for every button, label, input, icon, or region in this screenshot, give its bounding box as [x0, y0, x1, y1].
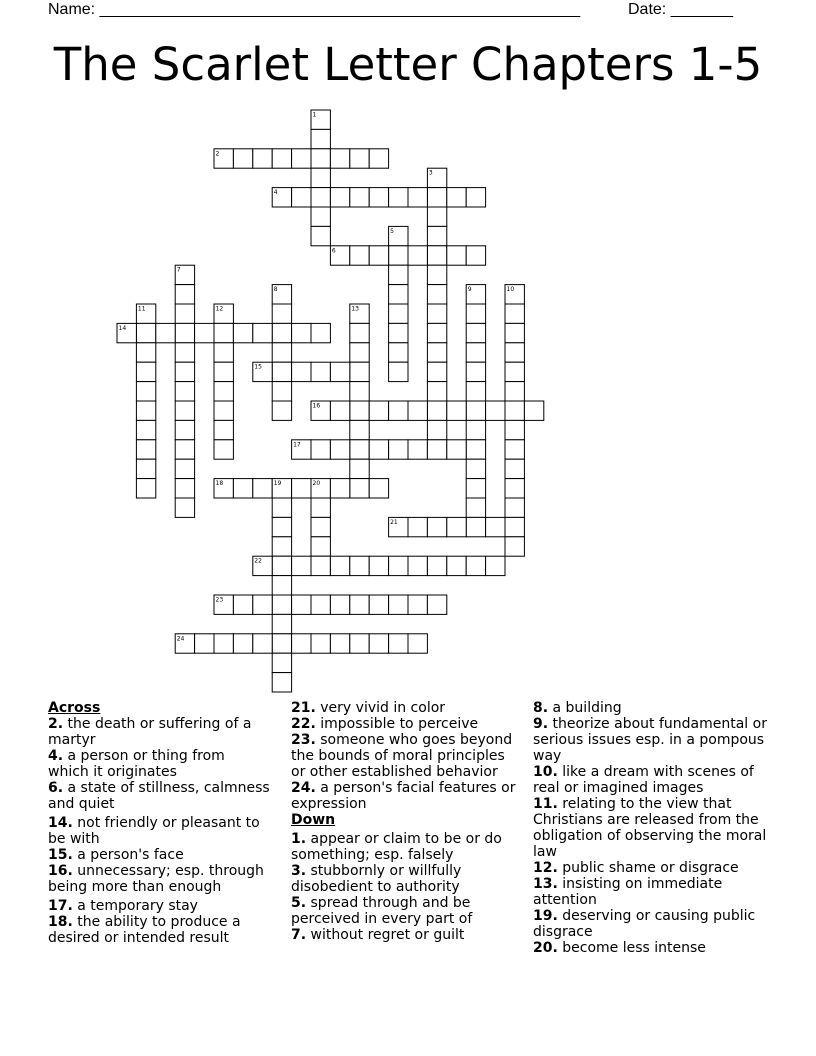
crossword-cell[interactable]: [505, 343, 524, 362]
crossword-cell[interactable]: [253, 149, 272, 168]
crossword-cell[interactable]: [311, 634, 330, 653]
crossword-cell[interactable]: [292, 595, 311, 614]
crossword-cell[interactable]: [311, 188, 330, 207]
crossword-cell[interactable]: [233, 323, 252, 342]
cell-number: 4: [273, 189, 278, 197]
crossword-cell[interactable]: [369, 401, 388, 420]
crossword-cell[interactable]: [369, 188, 388, 207]
crossword-cell[interactable]: [330, 149, 349, 168]
crossword-cell[interactable]: [311, 168, 330, 187]
cell-number: 16: [312, 402, 321, 410]
crossword-cell[interactable]: [156, 323, 175, 342]
cell-number: 18: [215, 480, 224, 488]
crossword-cell[interactable]: [427, 382, 446, 401]
crossword-cell[interactable]: [466, 479, 485, 498]
crossword-cell[interactable]: [330, 188, 349, 207]
crossword-cell[interactable]: [292, 479, 311, 498]
clue-down-10: 10. like a dream with scenes of real or imagined images: [533, 764, 754, 796]
crossword-cell[interactable]: [466, 498, 485, 517]
crossword-cell[interactable]: [292, 556, 311, 575]
crossword-cell[interactable]: [427, 226, 446, 245]
date-field-label: Date: _______: [628, 1, 733, 18]
crossword-cell[interactable]: [311, 226, 330, 245]
clue-down-20: 20. become less intense: [533, 940, 706, 956]
crossword-cell[interactable]: [272, 401, 291, 420]
clue-down-5: 5. spread through and be perceived in every part of: [291, 895, 473, 927]
crossword-cell[interactable]: [505, 517, 524, 536]
crossword-cell[interactable]: [214, 323, 233, 342]
crossword-cell[interactable]: [330, 595, 349, 614]
clue-down-8: 8. a building: [533, 700, 622, 716]
crossword-cell[interactable]: [292, 634, 311, 653]
cell-number: 17: [293, 441, 301, 449]
crossword-cell[interactable]: [505, 323, 524, 342]
clue-across-22: 22. impossible to perceive: [291, 716, 479, 732]
crossword-cell[interactable]: [389, 595, 408, 614]
crossword-cell[interactable]: [466, 188, 485, 207]
crossword-cell[interactable]: [175, 479, 194, 498]
crossword-cell[interactable]: [350, 440, 369, 459]
cell-number: 13: [351, 305, 359, 313]
crossword-cell[interactable]: [253, 323, 272, 342]
cell-number: 14: [118, 324, 127, 332]
crossword-cell[interactable]: [427, 420, 446, 439]
crossword-cell[interactable]: [427, 362, 446, 381]
crossword-cell[interactable]: [389, 362, 408, 381]
crossword-cell[interactable]: [311, 323, 330, 342]
crossword-cell[interactable]: [447, 401, 466, 420]
crossword-cell[interactable]: [214, 382, 233, 401]
cell-number: 12: [215, 305, 224, 313]
crossword-cell[interactable]: [253, 595, 272, 614]
clue-across-17: 17. a temporary stay: [48, 898, 198, 914]
crossword-cell[interactable]: [350, 149, 369, 168]
crossword-cell[interactable]: [175, 323, 194, 342]
crossword-cell[interactable]: [272, 149, 291, 168]
crossword-cell[interactable]: [427, 188, 446, 207]
crossword-cell[interactable]: [175, 304, 194, 323]
cell-number: 5: [390, 227, 394, 235]
crossword-cell[interactable]: [175, 459, 194, 478]
crossword-cell[interactable]: [389, 401, 408, 420]
crossword-cell[interactable]: [350, 382, 369, 401]
crossword-cell[interactable]: [175, 343, 194, 362]
crossword-cell[interactable]: [214, 362, 233, 381]
crossword-cell[interactable]: [486, 401, 505, 420]
crossword-cell[interactable]: [466, 304, 485, 323]
crossword-cell[interactable]: [214, 440, 233, 459]
crossword-cell[interactable]: [466, 323, 485, 342]
crossword-cell[interactable]: [350, 246, 369, 265]
clue-down-11: 11. relating to the view that Christians are released from the obligation of observing the moral law: [533, 796, 767, 860]
crossword-cell[interactable]: [136, 479, 155, 498]
crossword-cell[interactable]: [447, 440, 466, 459]
crossword-cell[interactable]: [505, 420, 524, 439]
crossword-cell[interactable]: [427, 265, 446, 284]
crossword-cell[interactable]: [330, 556, 349, 575]
cell-number: 21: [390, 518, 398, 526]
clue-across-15: 15. a person's face: [48, 847, 184, 863]
crossword-cell[interactable]: [389, 265, 408, 284]
crossword-cell[interactable]: [389, 323, 408, 342]
crossword-cell[interactable]: [389, 343, 408, 362]
crossword-cell[interactable]: [311, 362, 330, 381]
crossword-cell[interactable]: [350, 362, 369, 381]
crossword-cell[interactable]: [292, 323, 311, 342]
crossword-cell[interactable]: [427, 517, 446, 536]
crossword-cell[interactable]: [369, 440, 388, 459]
crossword-cell[interactable]: [311, 498, 330, 517]
crossword-cell[interactable]: [408, 634, 427, 653]
crossword-cell[interactable]: [505, 479, 524, 498]
crossword-cell[interactable]: [350, 556, 369, 575]
crossword-cell[interactable]: [330, 479, 349, 498]
crossword-cell[interactable]: [350, 459, 369, 478]
clue-across-6: 6. a state of stillness, calmness and quiet: [48, 780, 270, 812]
clue-across-21: 21. very vivid in color: [291, 700, 446, 716]
crossword-cell[interactable]: [350, 634, 369, 653]
crossword-cell[interactable]: [272, 653, 291, 672]
cell-number: 19: [273, 480, 282, 488]
crossword-cell[interactable]: [272, 537, 291, 556]
crossword-cell[interactable]: [466, 420, 485, 439]
crossword-cell[interactable]: [311, 595, 330, 614]
down-heading: Down: [291, 812, 336, 828]
clue-down-3: 3. stubbornly or willfully disobedient to authority: [291, 863, 462, 895]
cell-number: 10: [506, 286, 515, 294]
crossword-cell[interactable]: [350, 401, 369, 420]
crossword-cell[interactable]: [175, 401, 194, 420]
crossword-cell[interactable]: [427, 343, 446, 362]
crossword-cell[interactable]: [427, 304, 446, 323]
crossword-cell[interactable]: [408, 517, 427, 536]
crossword-cell[interactable]: [330, 634, 349, 653]
cell-number: 9: [467, 286, 472, 294]
crossword-cell[interactable]: [195, 323, 214, 342]
crossword-cell[interactable]: [311, 207, 330, 226]
crossword-cell[interactable]: [505, 304, 524, 323]
crossword-cell[interactable]: [350, 595, 369, 614]
crossword-cell[interactable]: [427, 323, 446, 342]
crossword-cell[interactable]: [175, 498, 194, 517]
crossword-cell[interactable]: [233, 149, 252, 168]
crossword-cell[interactable]: [272, 634, 291, 653]
crossword-cell[interactable]: [272, 362, 291, 381]
crossword-cell[interactable]: [389, 304, 408, 323]
crossword-cell[interactable]: [427, 207, 446, 226]
crossword-cell[interactable]: [214, 634, 233, 653]
crossword-cell[interactable]: [389, 634, 408, 653]
crossword-cell[interactable]: [408, 401, 427, 420]
clue-down-1: 1. appear or claim to be or do something; esp. falsely: [291, 831, 502, 863]
crossword-cell[interactable]: [311, 440, 330, 459]
crossword-cell[interactable]: [272, 673, 291, 692]
crossword-cell[interactable]: [175, 285, 194, 304]
cell-number: 22: [254, 557, 262, 565]
crossword-cell[interactable]: [272, 576, 291, 595]
crossword-cell[interactable]: [466, 440, 485, 459]
crossword-cell[interactable]: [350, 420, 369, 439]
crossword-cell[interactable]: [272, 382, 291, 401]
crossword-cell[interactable]: [350, 479, 369, 498]
crossword-cell[interactable]: [505, 382, 524, 401]
crossword-cell[interactable]: [214, 401, 233, 420]
crossword-cell[interactable]: [214, 420, 233, 439]
crossword-cell[interactable]: [175, 362, 194, 381]
crossword-cell[interactable]: [272, 517, 291, 536]
cell-number: 8: [273, 286, 278, 294]
crossword-cell[interactable]: [427, 440, 446, 459]
crossword-cell[interactable]: [389, 246, 408, 265]
cell-number: 15: [254, 363, 262, 371]
crossword-cell[interactable]: [466, 362, 485, 381]
crossword-cell[interactable]: [136, 323, 155, 342]
crossword-cell[interactable]: [350, 323, 369, 342]
crossword-cell[interactable]: [447, 556, 466, 575]
crossword-cell[interactable]: [311, 149, 330, 168]
crossword-cell[interactable]: [175, 420, 194, 439]
crossword-cell[interactable]: [253, 634, 272, 653]
crossword-cell[interactable]: [369, 634, 388, 653]
crossword-cell[interactable]: [427, 595, 446, 614]
crossword-cell[interactable]: [350, 188, 369, 207]
crossword-cell[interactable]: [447, 188, 466, 207]
crossword-cell[interactable]: [466, 459, 485, 478]
cell-number: 23: [215, 596, 224, 604]
clue-down-9: 9. theorize about fundamental or serious issues esp. in a pompous way: [533, 716, 767, 764]
clue-across-14: 14. not friendly or pleasant to be with: [48, 815, 260, 847]
name-field-label: Name: ______________________________________________________: [48, 1, 581, 18]
crossword-cell[interactable]: [486, 517, 505, 536]
cell-number: 24: [176, 635, 185, 643]
crossword-cell[interactable]: [233, 634, 252, 653]
crossword-cell[interactable]: [136, 382, 155, 401]
crossword-cell[interactable]: [427, 401, 446, 420]
crossword-cell[interactable]: [369, 149, 388, 168]
crossword-cell[interactable]: [272, 304, 291, 323]
crossword-cell[interactable]: [136, 362, 155, 381]
clue-down-12: 12. public shame or disgrace: [533, 860, 739, 876]
cell-number: 1: [312, 111, 317, 119]
crossword-cell[interactable]: [466, 382, 485, 401]
crossword-cell[interactable]: [389, 440, 408, 459]
clue-across-4: 4. a person or thing from which it originates: [48, 748, 225, 780]
crossword-cell[interactable]: [505, 440, 524, 459]
crossword-cell[interactable]: [447, 517, 466, 536]
clues-column-3: [533, 700, 768, 956]
crossword-cell[interactable]: [505, 459, 524, 478]
crossword-cell[interactable]: [136, 401, 155, 420]
cell-number: 2: [215, 150, 220, 158]
crossword-cell[interactable]: [233, 595, 252, 614]
clue-across-2: 2. the death or suffering of a martyr: [48, 716, 252, 748]
crossword-cell[interactable]: [389, 285, 408, 304]
crossword-cell[interactable]: [214, 343, 233, 362]
crossword-cell[interactable]: [330, 401, 349, 420]
crossword-cell[interactable]: [233, 479, 252, 498]
crossword-cell[interactable]: [369, 556, 388, 575]
crossword-cell[interactable]: [136, 420, 155, 439]
crossword-cell[interactable]: [389, 556, 408, 575]
crossword-cell[interactable]: [408, 556, 427, 575]
crossword-cell[interactable]: [195, 634, 214, 653]
crossword-cell[interactable]: [272, 556, 291, 575]
crossword-cell[interactable]: [311, 129, 330, 148]
crossword-cell[interactable]: [136, 459, 155, 478]
crossword-cell[interactable]: [272, 323, 291, 342]
crossword-cell[interactable]: [408, 440, 427, 459]
crossword-cell[interactable]: [369, 595, 388, 614]
clue-across-23: 23. someone who goes beyond the bounds of moral principles or other established behavior: [291, 732, 513, 780]
crossword-cell[interactable]: [136, 440, 155, 459]
crossword-cell[interactable]: [311, 537, 330, 556]
crossword-cell[interactable]: [292, 362, 311, 381]
crossword-cell[interactable]: [427, 246, 446, 265]
crossword-cell[interactable]: [350, 343, 369, 362]
clue-across-16: 16. unnecessary; esp. through being more than enough: [48, 863, 264, 895]
crossword-cell[interactable]: [466, 556, 485, 575]
crossword-cell[interactable]: [447, 246, 466, 265]
crossword-cell[interactable]: [524, 401, 543, 420]
page-title: The Scarlet Letter Chapters 1-5: [53, 38, 763, 91]
crossword-cell[interactable]: [311, 517, 330, 536]
cell-number: 11: [137, 305, 146, 313]
crossword-cell[interactable]: [486, 556, 505, 575]
crossword-cell[interactable]: [427, 285, 446, 304]
clue-across-24: 24. a person's facial features or expression: [291, 780, 516, 812]
crossword-cell[interactable]: [505, 537, 524, 556]
crossword-cell[interactable]: [408, 595, 427, 614]
clue-down-13: 13. insisting on immediate attention: [533, 876, 723, 908]
crossword-cell[interactable]: [369, 479, 388, 498]
cell-number: 20: [312, 480, 321, 488]
crossword-cell[interactable]: [136, 343, 155, 362]
clue-down-7: 7. without regret or guilt: [291, 927, 465, 943]
crossword-cell[interactable]: [466, 401, 485, 420]
crossword-cell[interactable]: [369, 246, 388, 265]
crossword-cell[interactable]: [505, 498, 524, 517]
crossword-cell[interactable]: [272, 343, 291, 362]
crossword-cell[interactable]: [272, 614, 291, 633]
clue-down-19: 19. deserving or causing public disgrace: [533, 908, 756, 940]
crossword-cell[interactable]: [292, 149, 311, 168]
crossword-cell[interactable]: [311, 556, 330, 575]
crossword-cell[interactable]: [175, 382, 194, 401]
clue-across-18: 18. the ability to produce a desired or intended result: [48, 914, 241, 946]
crossword-cell[interactable]: [408, 188, 427, 207]
across-heading: Across: [48, 700, 101, 716]
clues-column-1: [48, 700, 270, 946]
cell-number: 3: [428, 169, 433, 177]
cell-number: 7: [176, 266, 181, 274]
crossword-cell[interactable]: [389, 188, 408, 207]
crossword-cell[interactable]: [292, 188, 311, 207]
crossword-cell[interactable]: [330, 440, 349, 459]
crossword-cell[interactable]: [505, 362, 524, 381]
crossword-cell[interactable]: [272, 595, 291, 614]
clues-column-2: [291, 700, 523, 943]
cell-number: 6: [331, 247, 336, 255]
crossword-cell[interactable]: [466, 517, 485, 536]
crossword-cell[interactable]: [330, 362, 349, 381]
crossword-cell[interactable]: [272, 498, 291, 517]
crossword-cell[interactable]: [175, 440, 194, 459]
crossword-cell[interactable]: [505, 401, 524, 420]
crossword-cell[interactable]: [466, 246, 485, 265]
crossword-cell[interactable]: [253, 479, 272, 498]
crossword-cell[interactable]: [408, 246, 427, 265]
crossword-cell[interactable]: [427, 556, 446, 575]
crossword-cell[interactable]: [466, 343, 485, 362]
